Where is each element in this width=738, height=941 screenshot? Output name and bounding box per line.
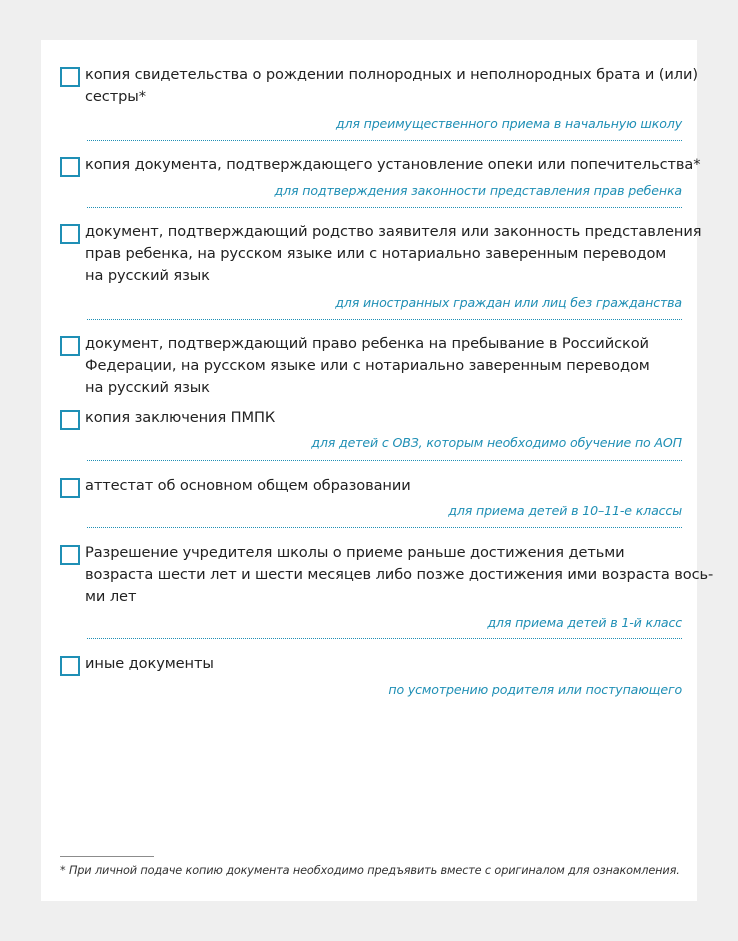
item-label-line: сестры*	[85, 88, 146, 105]
item-label-line: иные документы	[85, 655, 214, 672]
item-note: для приема детей в 10–11-е классы	[448, 503, 682, 518]
item-label	[85, 475, 685, 497]
item-label	[85, 542, 714, 608]
checkbox[interactable]	[60, 224, 80, 244]
checkbox[interactable]	[60, 478, 80, 498]
document-sheet	[41, 40, 714, 901]
checkbox[interactable]	[60, 157, 80, 177]
item-note: для приема детей в 1-й класс	[487, 615, 682, 630]
dotted-divider	[87, 638, 682, 639]
checkbox[interactable]	[60, 67, 80, 87]
item-label	[85, 154, 701, 176]
checkbox[interactable]	[60, 410, 80, 430]
item-label-line: Разрешение учредителя школы о приеме раньше достижения детьми	[85, 544, 625, 561]
dotted-divider	[87, 319, 682, 320]
dotted-divider	[87, 460, 682, 461]
item-note: для преимущественного приема в начальную школу	[335, 116, 682, 131]
item-label-line: копия заключения ПМПК	[85, 409, 276, 426]
item-label	[85, 653, 685, 675]
item-label-line: копия свидетельства о рождении полнородных и неполнородных брата и (или)	[85, 66, 698, 83]
item-label-line: возраста шести лет и шести месяцев либо позже достижения ими возраста вось-	[85, 566, 714, 583]
item-label	[85, 64, 698, 108]
item-label-line: ми лет	[85, 588, 137, 605]
item-label-line: документ, подтверждающий право ребенка на пребывание в Российской	[85, 335, 649, 352]
item-label-line: копия документа, подтверждающего установление опеки или попечительства*	[85, 156, 701, 173]
item-label-line: на русский язык	[85, 379, 210, 396]
footnote: * При личной подаче копию документа необходимо предъявить вместе с оригиналом для ознакомления.	[60, 864, 680, 877]
item-label-line: аттестат об основном общем образовании	[85, 477, 411, 494]
dotted-divider	[87, 207, 682, 208]
item-label-line: документ, подтверждающий родство заявителя или законность представления	[85, 223, 702, 240]
footnote-rule	[60, 856, 154, 857]
item-note: для иностранных граждан или лиц без гражданства	[335, 295, 682, 310]
item-label-line: прав ребенка, на русском языке или с нотариально заверенным переводом	[85, 245, 667, 262]
item-note: по усмотрению родителя или поступающего	[388, 682, 682, 697]
item-label-line: на русский язык	[85, 267, 210, 284]
checkbox[interactable]	[60, 545, 80, 565]
checkbox[interactable]	[60, 336, 80, 356]
dotted-divider	[87, 140, 682, 141]
item-label	[85, 221, 702, 287]
item-note: для детей с ОВЗ, которым необходимо обучение по АОП	[311, 435, 682, 450]
checkbox[interactable]	[60, 656, 80, 676]
dotted-divider	[87, 527, 682, 528]
item-label	[85, 407, 685, 429]
item-note: для подтверждения законности представления прав ребенка	[274, 183, 682, 198]
item-label	[85, 333, 685, 399]
item-label-line: Федерации, на русском языке или с нотариально заверенным переводом	[85, 357, 650, 374]
